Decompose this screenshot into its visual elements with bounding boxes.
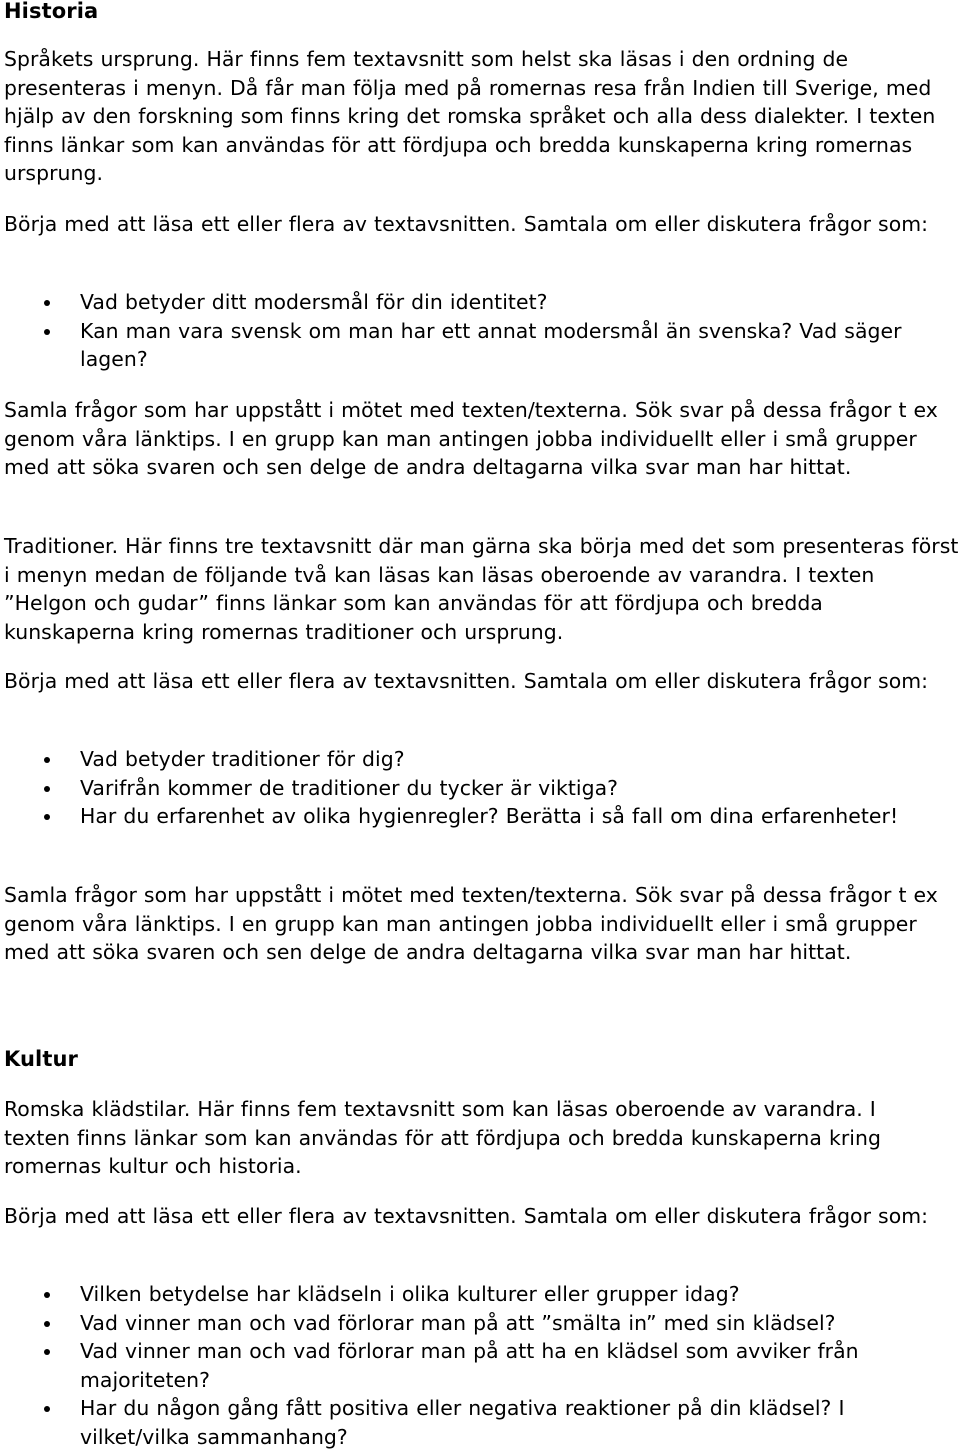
list-item bbox=[4, 317, 958, 374]
list-item bbox=[4, 774, 904, 803]
bullet-icon bbox=[44, 786, 50, 792]
heading-historia: Historia bbox=[4, 0, 99, 23]
traditioner-intro-paragraph: Traditioner. Här finns tre textavsnitt där man gärna ska börja med det som presenteras först i menyn medan de följande två kan läsas kan läsas oberoende av varandra. I texten ”Helgon och gudar” finns länkar som kan användas för att fördjupa och bredda kunskaperna kring romernas traditioner och ursprung. bbox=[4, 534, 959, 644]
kultur-intro-paragraph: Romska klädstilar. Här finns fem textavsnitt som kan läsas oberoende av varandra. I texten finns länkar som kan användas för att fördjupa och bredda kunskaperna kring romernas kultur och historia. bbox=[4, 1097, 881, 1179]
bullet-icon bbox=[44, 300, 50, 306]
bullet-icon bbox=[44, 1292, 50, 1298]
list-item bbox=[4, 1394, 960, 1451]
bullet-icon bbox=[44, 1349, 50, 1355]
bullet-icon bbox=[44, 329, 50, 335]
list-item bbox=[4, 1280, 960, 1309]
question-text: Vad vinner man och vad förlorar man på att ha en klädsel som avviker från majoriteten? bbox=[80, 1339, 859, 1392]
question-text: Har du erfarenhet av olika hygienregler? Berätta i så fall om dina erfarenheter! bbox=[80, 804, 899, 829]
list-item bbox=[4, 288, 958, 317]
question-text: Kan man vara svensk om man har ett annat modersmål än svenska? Vad säger lagen? bbox=[80, 318, 902, 372]
question-text: Varifrån kommer de traditioner du tycker är viktiga? bbox=[80, 775, 619, 800]
historia-question-list bbox=[4, 288, 958, 374]
historia-prompt-paragraph: Börja med att läsa ett eller flera av textavsnitten. Samtala om eller diskutera frågor som: bbox=[4, 212, 929, 236]
list-item bbox=[4, 745, 904, 774]
kultur-prompt-paragraph: Börja med att läsa ett eller flera av textavsnitten. Samtala om eller diskutera frågor som: bbox=[4, 1204, 929, 1228]
question-text: Vad betyder traditioner för dig? bbox=[80, 747, 405, 771]
bullet-icon bbox=[44, 814, 50, 820]
bullet-icon bbox=[44, 1321, 50, 1327]
list-item bbox=[4, 1337, 960, 1394]
question-text: Har du någon gång fått positiva eller negativa reaktioner på din klädsel? I vilket/vilka sammanhang? bbox=[80, 1396, 845, 1449]
historia-closing-paragraph: Samla frågor som har uppstått i mötet med texten/texterna. Sök svar på dessa frågor t ex genom våra länktips. I en grupp kan man antingen jobba individuellt eller i små grupper med att söka svaren och sen delge de andra deltagarna vilka svar man har hittat. bbox=[4, 398, 938, 480]
bullet-icon bbox=[44, 1406, 50, 1412]
heading-kultur: Kultur bbox=[4, 1047, 78, 1071]
list-item bbox=[4, 1309, 960, 1338]
traditioner-question-list bbox=[4, 745, 904, 831]
kultur-question-list bbox=[4, 1280, 960, 1452]
question-text: Vad vinner man och vad förlorar man på att ”smälta in” med sin klädsel? bbox=[80, 1310, 836, 1335]
list-item bbox=[4, 802, 904, 831]
traditioner-prompt-paragraph: Börja med att läsa ett eller flera av textavsnitten. Samtala om eller diskutera frågor som: bbox=[4, 669, 929, 693]
historia-intro-paragraph: Språkets ursprung. Här finns fem textavsnitt som helst ska läsas i den ordning de presenteras i menyn. Då får man följa med på romernas resa från Indien till Sverige, med hjälp av den forskning som finns kring det romska språket och alla dess dialekter. I texten finns länkar som kan användas för att fördjupa och bredda kunskaperna kring romernas ursprung. bbox=[4, 47, 936, 186]
traditioner-closing-paragraph: Samla frågor som har uppstått i mötet med texten/texterna. Sök svar på dessa frågor t ex genom våra länktips. I en grupp kan man antingen jobba individuellt eller i små grupper med att söka svaren och sen delge de andra deltagarna vilka svar man har hittat. bbox=[4, 883, 938, 965]
question-text: Vad betyder ditt modersmål för din identitet? bbox=[80, 290, 548, 314]
question-text: Vilken betydelse har klädseln i olika kulturer eller grupper idag? bbox=[80, 1282, 740, 1306]
bullet-icon bbox=[44, 757, 50, 763]
